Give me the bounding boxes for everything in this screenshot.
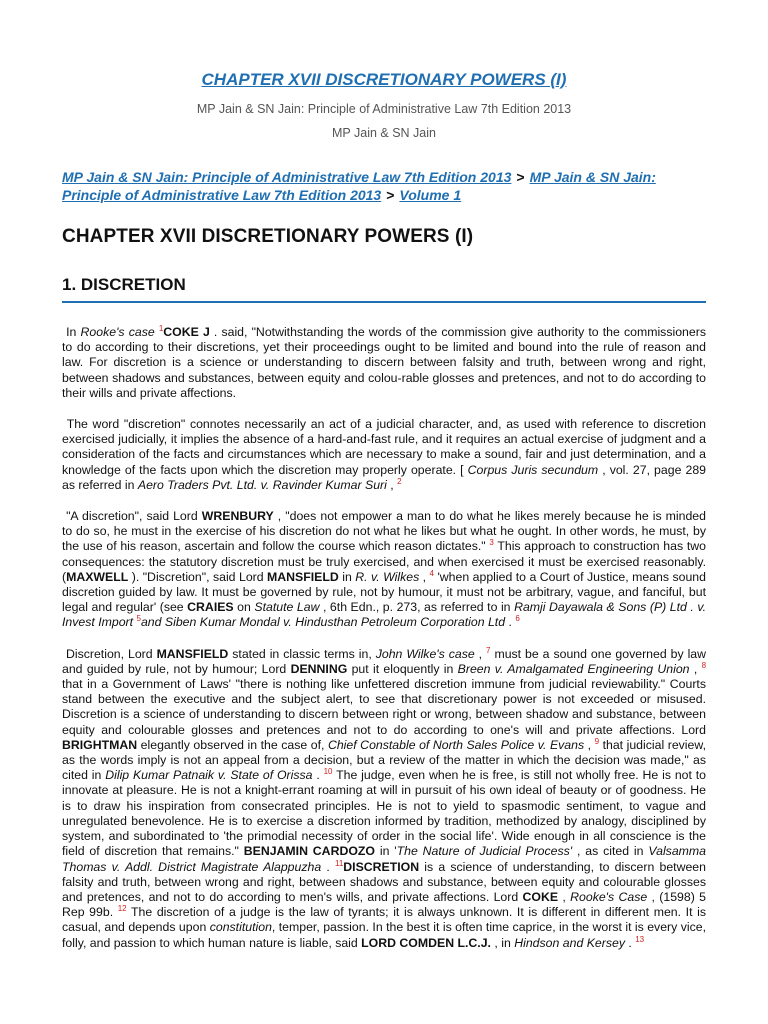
- footnote-link-5[interactable]: 5: [136, 614, 141, 624]
- judge-name: MANSFIELD: [156, 646, 229, 661]
- breadcrumb-book-link[interactable]: MP Jain & SN Jain: Principle of Administrative Law 7th Edition 2013: [62, 169, 512, 185]
- text: , temper, passion. In the best it is often time caprice, in the worst it is every vice, folly, and passion to which human nature is liable, said: [62, 920, 706, 950]
- text: on: [233, 600, 255, 615]
- footnote-link-2[interactable]: 2: [397, 476, 402, 486]
- text: , vol. 27, page 289 as referred in: [62, 462, 707, 492]
- footnote-link-11[interactable]: 11: [334, 858, 344, 868]
- footnote-link-6[interactable]: 6: [515, 614, 520, 624]
- author-name: CRAIES: [187, 600, 234, 615]
- case-name: Chief Constable of North Sales Police v. Evans: [327, 737, 585, 752]
- case-name: Ramji Dayawala & Sons (P) Ltd . v. Invest Import: [62, 600, 706, 630]
- text: put it eloquently in: [347, 661, 458, 676]
- case-name: Dilip Kumar Patnaik v. State of Orissa: [105, 768, 313, 783]
- text: in ': [374, 844, 397, 859]
- breadcrumb-book-link-2-line2: Principle of Administrative Law 7th Edition 2013: [62, 187, 382, 203]
- judge-name: DENNING: [290, 661, 348, 676]
- section-heading: 1. DISCRETION: [62, 275, 706, 303]
- text: ,: [558, 889, 571, 904]
- judge-name: COKE J: [163, 325, 210, 339]
- paragraph-wrenbury: [62, 509, 706, 631]
- document-title-link[interactable]: CHAPTER XVII DISCRETIONARY POWERS (I): [201, 70, 567, 89]
- book-title: MP Jain & SN Jain: Principle of Administrative Law 7th Edition 2013: [196, 102, 572, 116]
- case-name: Rooke's case: [80, 325, 155, 339]
- text: "A discretion", said Lord: [66, 509, 202, 524]
- paragraph-rookes-case: [62, 325, 706, 401]
- text: The word "discretion" connotes necessarily an act of a judicial character, and, as used with reference to discretion exercised judicially, it implies the absence of a hard-and-fast rule, and it requires an actual exercise of judgment and a consideration of the facts and circumstances which are necessary to make a sound, fair and just determination, and a knowledge of the facts upon which the discretion may properly operate. [: [62, 417, 706, 477]
- footnote-link-8[interactable]: 8: [701, 660, 707, 670]
- text: .: [624, 935, 636, 950]
- author-name: BENJAMIN CARDOZO: [243, 844, 375, 859]
- text: .: [312, 768, 324, 783]
- text: This approach to construction has two consequences: the statutory discretion must be truly exercised, and when exercised it must be exercised reasonably. (: [62, 539, 706, 584]
- text: In: [66, 325, 81, 339]
- footnote-link-13[interactable]: 13: [635, 934, 645, 944]
- text: .: [505, 615, 516, 630]
- text: elegantly observed in the case of,: [137, 737, 328, 752]
- text: ,: [386, 477, 398, 492]
- footnote-link-9[interactable]: 9: [594, 736, 600, 746]
- text: stated in classic terms in,: [228, 646, 376, 661]
- term: constitution: [209, 920, 272, 935]
- citation: Corpus Juris secundum: [467, 462, 599, 477]
- case-name: John Wilke's case: [375, 646, 475, 661]
- text: , as cited in: [572, 844, 649, 859]
- case-name: Rooke's Case: [570, 889, 648, 904]
- text: . said, "Notwithstanding the words of the commission give authority to the commissioners to do according to their discretions, yet their proceedings ought to be limited and bound into the rule of reason and law. For discretion is a science or understanding to discern between falsity and truth, between wrong and right, between shadows and substances, between equity and colou-rable glosses and pretences, and not to do according to their wills and private affections.: [62, 325, 706, 400]
- text: ,: [419, 569, 430, 584]
- text: , "does not empower a man to do what he likes merely because he is minded to do so, he must in the exercise of his discretion do not what he likes but what he ought. In other words, he must, by the use of his reason, ascertain and follow the course which reason dictates.": [62, 509, 706, 554]
- text: Discretion, Lord: [65, 646, 157, 661]
- text: must be a sound one governed by law and guided by rule, not by humour; Lord: [62, 646, 707, 676]
- case-name: Valsamma Thomas v. Addl. District Magistrate Alappuzha: [62, 844, 706, 874]
- text: ). "Discretion", said Lord: [128, 569, 268, 584]
- text: that in a Government of Laws' "there is nothing like unfettered discretion immune from judicial reviewability." Courts stand between the executive and the subject alert, to see that discretionary power is not exceeded or misused. Discretion is a science of understanding to discern between right or wrong, between shadow and substance, between equity and colourable glosses and pretences and not to do according to one's will and private affections. Lord: [62, 677, 706, 737]
- text: , in: [490, 935, 515, 950]
- text: , (1598) 5 Rep 99b.: [62, 889, 706, 920]
- footnote-link-1[interactable]: 1: [158, 323, 164, 333]
- footnote-link-7[interactable]: 7: [486, 645, 491, 655]
- author-name: MAXWELL: [66, 569, 129, 584]
- footnote-link-10[interactable]: 10: [323, 767, 333, 777]
- footnote-link-12[interactable]: 12: [117, 904, 127, 914]
- chapter-heading: CHAPTER XVII DISCRETIONARY POWERS (I): [62, 226, 474, 247]
- judge-name: MANSFIELD: [267, 569, 339, 584]
- text: ,: [584, 737, 595, 752]
- footnote-link-3[interactable]: 3: [489, 538, 494, 548]
- breadcrumb-separator: >: [516, 169, 525, 185]
- case-name: and Siben Kumar Mondal v. Hindusthan Petroleum Corporation Ltd: [140, 615, 506, 630]
- text: The judge, even when he is free, is still not wholly free. He is not to innovate at pleasure. He is not a knight-errant roaming at will in pursuit of his own ideal of beauty or of goodness. He is to draw his inspiration from consecrated principles. He is not to yield to spasmodic sentiment, to vague and unregulated benevolence. He is to exercise a discretion informed by tradition, methodized by analogy, disciplined by system, and subordinated to 'the primodial necessity of order in the social life'. Wide enough in all conscience is the field of discretion that remains.": [62, 768, 707, 859]
- case-name: R. v. Wilkes: [355, 569, 420, 584]
- text: , 6th Edn., p. 273, as referred to in: [319, 600, 515, 615]
- judge-name: LORD COMDEN L.C.J.: [361, 935, 491, 950]
- text: 'when applied to a Court of Justice, means sound discretion guided by law. It must be governed by rule, not by humour, it must not be arbitrary, vague, and fanciful, but legal and regular' (see: [62, 569, 706, 615]
- judge-name: BRIGHTMAN: [62, 737, 138, 752]
- footnote-link-4[interactable]: 4: [429, 568, 434, 578]
- case-name: Hindson and Kersey: [514, 935, 625, 950]
- text: is a science of understanding, to discern between falsity and truth, between wrong and right, between shadows and substance, between equity and colourable glosses and pretences, and not to do according to men's wills, and private affections. Lord: [62, 859, 706, 904]
- breadcrumb-book-link-2-line1: MP Jain & SN Jain:: [529, 169, 656, 185]
- term: DISCRETION: [343, 859, 420, 874]
- paragraph-mansfield: [62, 647, 706, 951]
- breadcrumb-separator: >: [386, 187, 395, 203]
- text: The discretion of a judge is the law of tyrants; it is always unknown. It is different in different men. It is casual, and depends upon: [62, 905, 707, 935]
- case-name: Breen v. Amalgamated Engineering Union: [457, 661, 690, 676]
- breadcrumb-volume-link[interactable]: Volume 1: [399, 187, 462, 203]
- text: ,: [474, 646, 487, 661]
- text: .: [321, 859, 335, 874]
- authors: MP Jain & SN Jain: [332, 126, 436, 140]
- book-name: The Nature of Judicial Process': [396, 844, 573, 859]
- text: ,: [689, 661, 702, 676]
- paragraph-discretion-meaning: [62, 417, 706, 493]
- breadcrumb: [62, 168, 706, 204]
- book-name: Statute Law: [254, 600, 320, 615]
- text: that judicial review, as the words imply is not an appeal from a decision, but a review of the matter in which the decision was made," as cited in: [62, 737, 706, 783]
- judge-name: WRENBURY: [201, 509, 274, 524]
- text: in: [338, 569, 356, 584]
- judge-name: COKE: [522, 889, 559, 904]
- case-name: Aero Traders Pvt. Ltd. v. Ravinder Kumar Suri: [137, 477, 387, 492]
